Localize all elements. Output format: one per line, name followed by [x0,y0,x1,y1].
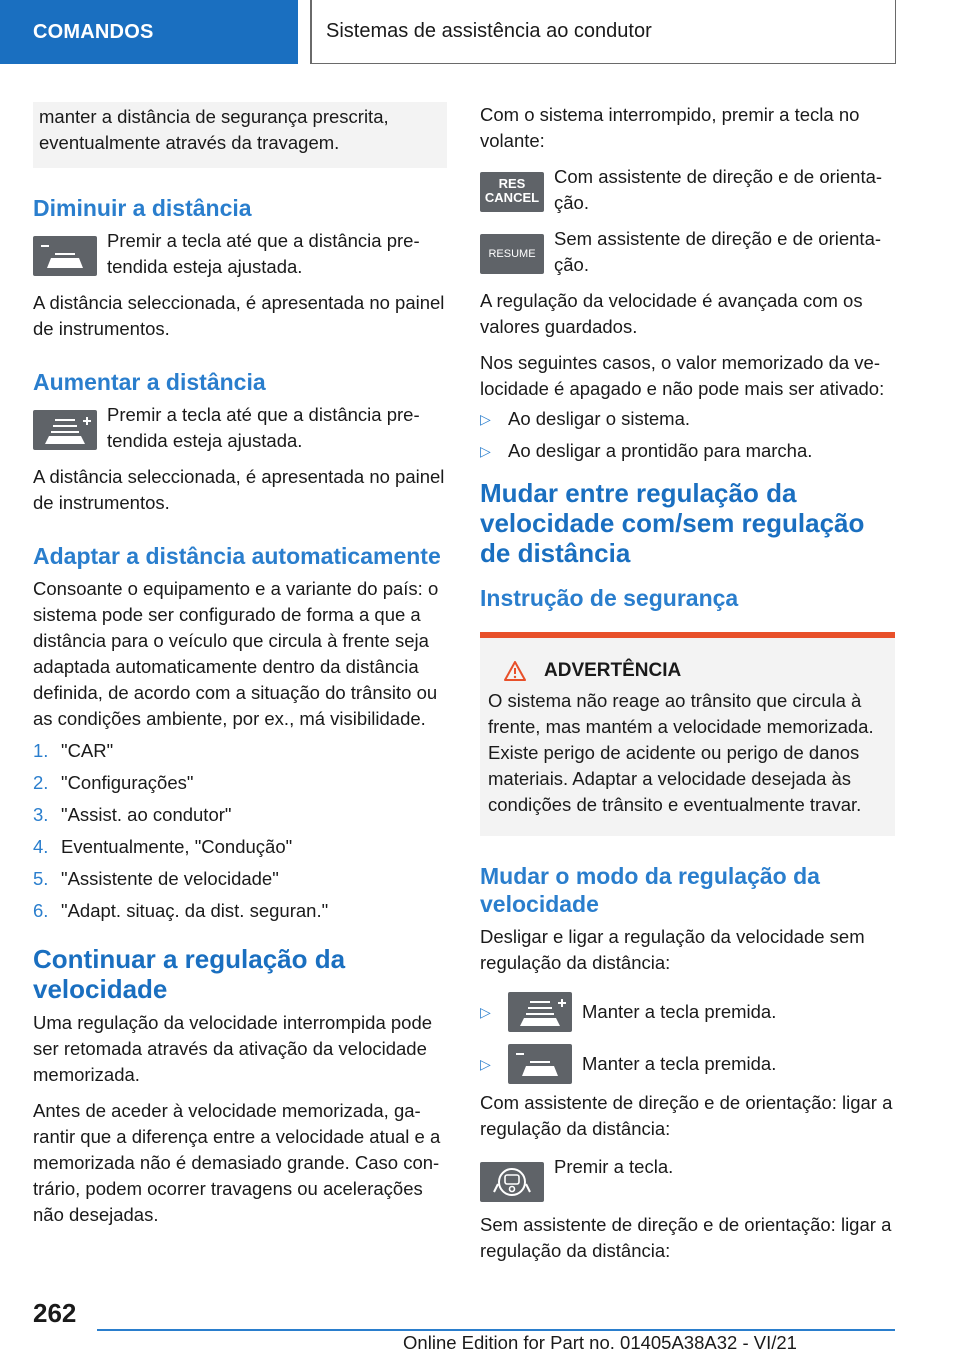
continue-text-2: Antes de aceder à velocidade memorizada, garantir que a diferença entre a velocidade atual e a memorizada não é demasiado grande. Caso contrário, podem ocorrer travagens ou acelerações não desejadas. [33,1100,441,1225]
heading-change-mode: Mudar o modo da regulação da velocidade [480,863,820,917]
heading-continue-speed: Continuar a regulação da velocidade [33,944,346,1004]
list-item: 6. "Adapt. situaç. da dist. seguran." [33,900,329,921]
increase-note: A distância seleccionada, é apresentada no painel de instrumentos. [33,466,445,513]
res-cancel-button-icon: RES CANCEL [480,172,544,212]
heading-safety: Instrução de segurança [480,585,739,611]
deletion-cases-list [480,406,895,464]
list-item: 3. "Assist. ao condutor" [33,804,232,825]
increase-step [33,402,447,454]
decrease-note: A distância seleccionada, é apresentada no painel de instrumentos. [33,292,445,339]
intro-text: manter a distância de segurança prescrita, eventualmente através da travagem. [39,106,389,153]
triangle-bullet-icon: ▷ [480,411,491,427]
warning-body: O sistema não reage ao trânsito que circula à frente, mas mantém a velocidade memorizada. Existe perigo de acidente ou perigo de danos materiais. Adaptar a velocidade desejada às condições de trânsito e eventualmente travar. [488,690,874,815]
without-assist-on-text: Sem assistente de direção e de orientação: ligar a regulação da distância: [480,1214,892,1261]
res-cancel-row [480,164,895,216]
with-assist-on-text: Com assistente de direção e de orientação: ligar a regulação da distância: [480,1092,893,1139]
list-item: 1. "CAR" [33,740,114,761]
hold-increase-row: ▷ Manter a tecla premida. [480,992,895,1032]
press-text: Premir a tecla. [554,1156,674,1177]
distance-decrease-icon [508,1044,572,1084]
resume-button-icon: RESUME [480,234,544,274]
right-column [480,102,895,1264]
warning-box [480,632,895,836]
heading-switch-mode: Mudar entre regulação da velocidade com/sem regulação de distância [480,478,865,568]
mode-body: Desligar e ligar a regulação da velocidade sem regulação da distância: [480,926,865,973]
continued-note [33,102,447,168]
distance-control-icon [480,1162,544,1202]
increase-step-text: Premir a tecla até que a distância pretendida esteja ajustada. [107,404,420,451]
list-item: ▷ Ao desligar o sistema. [480,406,895,432]
adapt-body: Consoante o equipamento e a variante do país: o sistema pode ser configurado de forma a que a distância para o veículo que circula à frente seja adaptada automaticamente dentro da distância definida, de acordo com a situação do trânsito ou as condições ambiente, por ex., má visibilidade. [33,578,439,729]
heading-adapt-distance: Adaptar a distância automaticamente [33,543,441,569]
page-number: 262 [33,1298,77,1328]
list-item: 5. "Assistente de velocidade" [33,868,279,889]
list-item: 2. "Configurações" [33,772,194,793]
list-item: ▷ Ao desligar a prontidão para marcha. [480,438,895,464]
heading-decrease-distance: Diminuir a distância [33,195,252,221]
press-row [480,1154,895,1202]
distance-increase-icon [508,992,572,1032]
decrease-step-text: Premir a tecla até que a distância pretendida esteja ajustada. [107,230,420,277]
deleted-text: Nos seguintes casos, o valor memorizado da velocidade é apagado e não pode mais ser ativado: [480,352,885,399]
distance-decrease-icon [33,236,97,276]
decrease-step [33,228,447,280]
continue-text-1: Uma regulação da velocidade interrompida pode ser retomada através da ativação da velocidade memorizada. [33,1012,433,1085]
menu-path-list [33,738,447,924]
interrupted-text: Com o sistema interrompido, premir a tecla no volante: [480,104,860,151]
advanced-text: A regulação da velocidade é avançada com os valores guardados. [480,290,863,337]
without-assist-text: Sem assistente de direção e de orientação. [554,228,882,275]
list-item: 4. Eventualmente, "Condução" [33,836,293,857]
section-tab [0,0,298,64]
heading-increase-distance: Aumentar a distância [33,369,266,395]
left-column [33,102,447,1228]
warning-triangle-icon [504,661,526,681]
resume-row [480,226,895,278]
page-header [312,0,896,64]
triangle-bullet-icon: ▷ [480,1004,491,1020]
warning-title: ADVERTÊNCIA [488,658,887,684]
footer-edition: Online Edition for Part no. 01405A38A32 - VI/21 [403,1332,797,1353]
section-label: COMANDOS [33,20,154,43]
triangle-bullet-icon: ▷ [480,1056,491,1072]
distance-increase-icon [33,410,97,450]
triangle-bullet-icon: ▷ [480,443,491,459]
chapter-title: Sistemas de assistência ao condutor [326,20,652,42]
hold-decrease-row: ▷ Manter a tecla premida. [480,1044,895,1084]
with-assist-text: Com assistente de direção e de orientação. [554,166,883,213]
footer-rule [97,1329,895,1331]
